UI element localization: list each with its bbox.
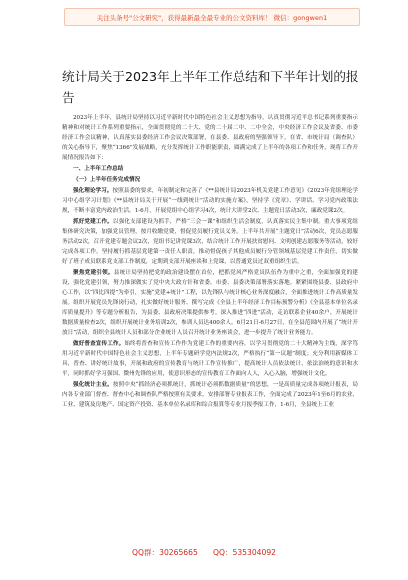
paragraph-lead: 强化统计主业。 [73, 382, 113, 388]
paragraph-text: 始终将普查和宣传工作作为党建工作的重要内容，以学习贯彻党的二十大精神为主线，深学笃用习近平新时代中国特色社会主义思想，上半年专题研学党内法规2次，严格执行“第一议题”制度；充分利用新媒体工具，普查、讲好统计故事，开展和政府的宣传教育与统计工作宣传推广，提高统计人员依法统计、依法治统的意识和水平，同时抓好学习强国、微州先锋的应用，使意识形态的宣传教育工作面向人人，入心入脑，增强统计文化。 [62, 341, 358, 377]
paragraph-party-leadership [62, 268, 358, 338]
document-body [62, 113, 358, 411]
paragraph-statistics-core [62, 380, 358, 410]
paragraph-party-building [62, 217, 358, 267]
paragraph-text: 以强化支部建设为抓手，严格“三会一课”和组织生活会制度，认真落实民主集中制。重大事项党组集体研究决策，加强党员管理，按月收缴党费，督促党员履行党员义务。上半年共开展“主题党日”活动6次，党员志愿服务活动2次，召开党建专题会议2次，党组书记讲党课3次，结合统计工作开展扶贫慰问、文明创建志愿服务等活动，较好完成各项工作。坚持履行抓基层党建第一责任人职责，推动督促孩子其他成员履行分管领域基层党建工作责任，切实做好了班子成员联系党支部工作制度，定期到支部开展座谈和上党课，以普通党员过双重组织生活。 [62, 219, 358, 265]
paragraph-lead: 做好普查宣传工作。 [73, 341, 125, 347]
contact-footer: QQ群：30265665 QQ：535304092 [131, 548, 276, 557]
promo-banner [64, 8, 360, 26]
paragraph-lead: 强化理论学习。 [73, 188, 113, 194]
subsection-heading: （一）上半年任务完成情况 [73, 177, 141, 183]
paragraph-theory-study [62, 186, 358, 216]
intro-paragraph: 2023年上半年，县统计局坚持以习近平新时代中国特色社会主义思想为指导，认真贯彻习近平总书记系列重要指示精神和对统计工作系列重要指示，全面贯彻党的二十大、党的二十届二中、二中全会，中央经济工作会议及省委、市委经济工作会议精神，认真落实县委经济工作会议决策部署，在县委、县政府的坚强领导下，在省、市统计局（调查队）的关心指导下，聚焦“1366”发展战略，充分发挥统计工作职能职责，圆满完成了上半年的各项工作和任务，现将工作开展情况报告如下： [62, 115, 358, 161]
paragraph-text: 县统计局坚持把党的政治建设摆在首位，把抓党风严格党员队伍作为重中之重，全面加强党的建设，强化党建引领，努力推深做实了党中央大政方针和省委、市委、县委决策部署落实落地。紧紧围绕县委、县政府中心工作，以“四比四提”为牵引，实施“党建+统计”工程，以先锋队与统计核心业务深度融合，全面推进统计工作高质量发展。组织开展党员先锋岗行动，扎实做好统计服务、撰写完成《全县上半年经济工作目标预警分析》《全县基本单位名录库质量提升》等专题分析报告，为县委、县政府决策提供参考。深入推进“四进”活动，走访联系企业40余户。开展统计数据质量检查2次，组织开展统计业务培训2次，参训人员达400余人。6月21日-6月27日，在全县范围内开展了“统计开放日”活动，组织全县统计人员和部分企业统计人员召开统计业务座谈会，进一步提升了统计业务能力。 [62, 270, 358, 336]
paragraph-lead: 聚焦党建引领。 [73, 270, 114, 276]
section-heading: 一、上半年工作总结 [73, 166, 124, 172]
paragraph-text: 按照县委的要求，年初制定和完善了《**县统计局2023年机关党建工作意见》《2023年党组理论学习中心组学习计划》《**县统计局关于开展“一线到统计”活动的实施方案》，坚持学《党章》、学讲话、学习党内政策法规，不断丰富党内政治生活。1-6月，开展党组中心组学习4次，统计大讲堂2次、主题党日活动3次，廉政党课2次。 [62, 188, 358, 214]
paragraph-census-publicity [62, 339, 358, 379]
document-title: 统计局关于2023年上半年工作总结和下半年计划的报告 [62, 69, 359, 105]
paragraph-text: 按照中央“抓经济必须抓统计，抓统计必须抓数据质量”的思想，一是高质量完成各项统计报表，局内各专业部门督查、督查中心和调查队严格按照有关要求，安排部署专业报表工作，全面完成了2023年1至6月的农业、工业、建筑及房地产、国定资产投资、基本单位名录库和综合报算等专业月报季报工作，1-6月，全县统上工业 [62, 382, 358, 408]
promo-banner-text: 关注头条号"公文研究"，获得最新最全最专业的公文资料库！ 微信：gongwen1 [96, 13, 328, 22]
paragraph-lead: 抓好党建工作。 [73, 219, 113, 225]
